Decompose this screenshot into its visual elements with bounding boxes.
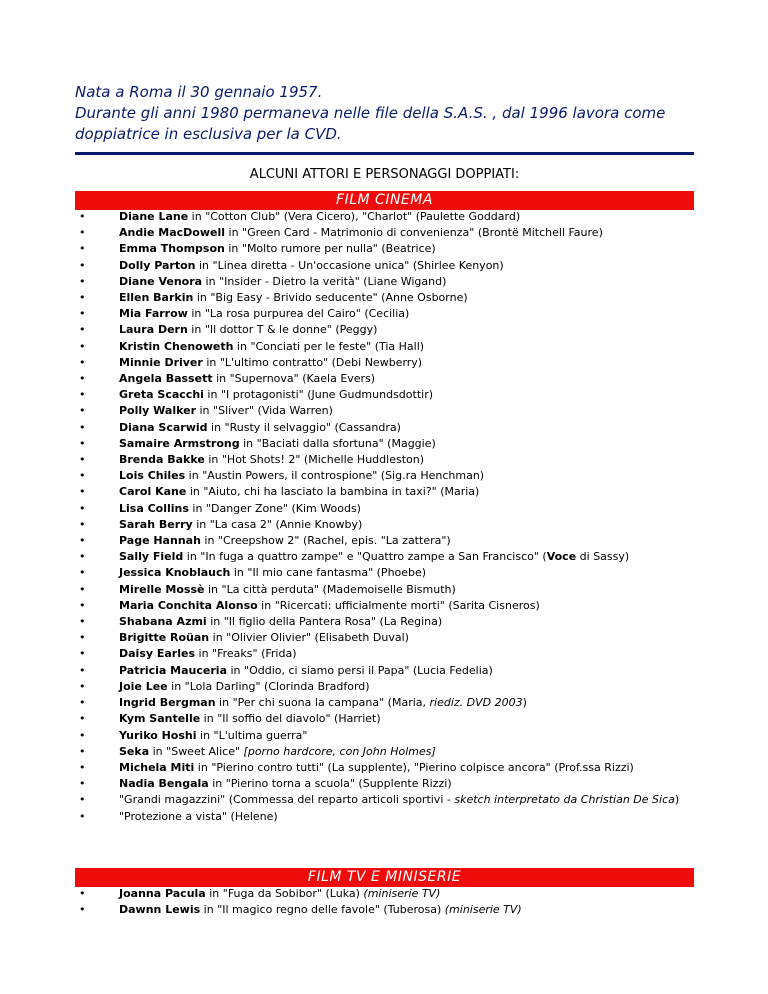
bullet-icon: • [79,420,86,434]
actor-name: Emma Thompson [119,242,225,256]
list-item [75,225,695,241]
intro-text [75,82,695,145]
bullet-icon: • [79,291,86,305]
bullet-icon: • [79,485,86,499]
list-item [75,711,695,727]
entry-note: [porno hardcore, con John Holmes] [243,744,436,758]
actor-name: Page Hannah [119,534,201,548]
list-item [75,886,695,902]
entry-text: "Protezione a vista" (Helene) [119,809,278,823]
actor-name: Ellen Barkin [119,291,194,305]
bullet-icon: • [79,242,86,256]
list-item [75,517,695,533]
actor-name: Greta Scacchi [119,388,204,402]
bullet-icon: • [79,647,86,661]
entry-text: in "Lola Darling" (Clorinda Bradford) [167,679,370,693]
intro-line-2: Durante gli anni 1980 permaneva nelle file della S.A.S. , dal 1996 lavora come [75,104,666,122]
intro-line-1: Nata a Roma il 30 gennaio 1957. [75,83,323,101]
actor-name: Seka [119,744,150,758]
film-tv-list [75,886,695,918]
bullet-icon: • [79,663,86,677]
bullet-icon: • [79,210,86,223]
entry-text: in "Hot Shots! 2" (Michelle Huddleston) [204,453,424,467]
actor-name: Angela Bassett [119,372,213,386]
list-item [75,582,695,598]
bullet-icon: • [79,598,86,612]
list-item [75,274,695,290]
actor-name: Daisy Earles [119,647,196,661]
entry-text: in "Big Easy - Brivido seducente" (Anne Osborne) [193,291,468,305]
actor-name: Mia Farrow [119,307,188,321]
list-item [75,484,695,500]
bullet-icon: • [79,404,86,418]
bullet-icon: • [79,582,86,596]
entry-text: in "Green Card - Matrimonio di convenienza" (Brontë Mitchell Faure) [225,226,603,240]
bullet-icon: • [79,534,86,548]
entry-text: "Grandi magazzini" (Commessa del reparto articoli sportivi - [119,793,455,807]
entry-text: in "Sliver" (Vida Warren) [196,404,333,418]
list-item [75,744,695,760]
entry-text: in "Insider - Dietro la verità" (Liane Wigand) [202,274,447,288]
actor-name: Sarah Berry [119,517,193,531]
entry-text: in "Il mio cane fantasma" (Phoebe) [230,566,427,580]
entry-text: in "Per chi suona la campana" (Maria, [215,696,430,710]
actor-name: Samaire Armstrong [119,436,240,450]
section-heading: ALCUNI ATTORI E PERSONAGGI DOPPIATI: [249,167,520,182]
bullet-icon: • [79,712,86,726]
entry-text: in "Danger Zone" (Kim Woods) [188,501,361,515]
entry-text: in "Cotton Club" (Vera Cicero), "Charlot" (Paulette Goddard) [188,210,521,223]
list-item [75,501,695,517]
entry-text-end: ) [674,793,680,807]
list-item [75,322,695,338]
list-item [75,452,695,468]
list-item [75,663,695,679]
bullet-icon: • [79,469,86,483]
bullet-icon: • [79,501,86,515]
bullet-icon: • [79,226,86,240]
list-item [75,403,695,419]
bullet-icon: • [79,355,86,369]
actor-name: Lisa Collins [119,501,189,515]
actor-name: Lois Chiles [119,469,186,483]
actor-name: Kristin Chenoweth [119,339,234,353]
actor-name: Andie MacDowell [119,226,226,240]
actor-name: Polly Walker [119,404,196,418]
entry-text: in "Il dottor T & le donne" (Peggy) [187,323,378,337]
horizontal-rule [75,152,694,155]
entry-text: in "Il magico regno delle favole" (Tuberosa) [200,903,445,917]
entry-text: in "La casa 2" (Annie Knowby) [192,517,363,531]
entry-text: in "L'ultimo contratto" (Debi Newberry) [202,355,423,369]
bullet-icon: • [79,809,86,823]
entry-text: in "Austin Powers, il controspione" (Sig.ra Henchman) [185,469,485,483]
entry-text: in "Conciati per le feste" (Tia Hall) [233,339,425,353]
bullet-icon: • [79,760,86,774]
entry-text: in "Fuga da Sobibor" (Luka) [205,887,364,900]
entry-text: in "Olivier Olivier" (Elisabeth Duval) [209,631,409,645]
list-item [75,549,695,565]
entry-text: in "Il figlio della Pantera Rosa" (La Regina) [206,615,443,629]
entry-text: in "Freaks" (Frida) [195,647,297,661]
section-title-film-tv: FILM TV E MINISERIE [75,868,694,887]
bullet-icon: • [79,453,86,467]
list-item [75,760,695,776]
bullet-icon: • [79,728,86,742]
list-item [75,679,695,695]
list-item [75,436,695,452]
actor-name: Jessica Knoblauch [119,566,231,580]
bullet-icon: • [79,274,86,288]
list-item [75,902,695,918]
list-item [75,646,695,662]
list-item [75,728,695,744]
bullet-icon: • [79,631,86,645]
actor-name: Brenda Bakke [119,453,205,467]
entry-note: sketch interpretato da Christian De Sica [454,793,675,807]
bullet-icon: • [79,372,86,386]
bullet-icon: • [79,436,86,450]
entry-note: riediz. DVD 2003 [429,696,523,710]
bullet-icon: • [79,903,86,917]
actor-name: Mirelle Mossè [119,582,205,596]
actor-name: Dolly Parton [119,258,196,272]
list-item [75,241,695,257]
entry-note: (miniserie TV) [444,903,522,917]
list-item [75,565,695,581]
actor-name: Laura Dern [119,323,188,337]
actor-name: Kym Santelle [119,712,201,726]
actor-name: Shabana Azmi [119,615,207,629]
entry-text: in "Pierino contro tutti" (La supplente), "Pierino colpisce ancora" (Prof.ssa Rizzi) [194,760,634,774]
actor-name: Brigitte Roüan [119,631,210,645]
actor-name: Nadia Bengala [119,777,209,791]
list-item [75,420,695,436]
actor-name: Minnie Driver [119,355,203,369]
entry-text: in "Creepshow 2" (Rachel, epis. "La zattera") [200,534,451,548]
entry-text: in "I protagonisti" (June Gudmundsdottir) [203,388,434,402]
list-item [75,306,695,322]
actor-name: Joie Lee [119,679,168,693]
actor-name: Diane Venora [119,274,203,288]
list-item [75,614,695,630]
bullet-icon: • [79,887,86,900]
list-item [75,468,695,484]
list-item [75,776,695,792]
actor-name: Yuriko Hoshi [119,728,197,742]
actor-name: Diane Lane [119,210,189,223]
actor-name: Patricia Mauceria [119,663,227,677]
list-item [75,809,695,825]
entry-text: in "Il soffio del diavolo" (Harriet) [200,712,381,726]
entry-text: in "Molto rumore per nulla" (Beatrice) [224,242,436,256]
entry-text: in "Aiuto, chi ha lasciato la bambina in taxi?" (Maria) [186,485,480,499]
section-title-film-cinema: FILM CINEMA [75,191,694,210]
bullet-icon: • [79,679,86,693]
actor-name: Diana Scarwid [119,420,208,434]
list-item [75,792,695,808]
list-item [75,209,695,225]
bullet-icon: • [79,777,86,791]
actor-name: Sally Field [119,550,184,564]
list-item [75,630,695,646]
entry-note: (miniserie TV) [363,887,441,900]
bullet-icon: • [79,744,86,758]
bullet-icon: • [79,517,86,531]
entry-text: in "Pierino torna a scuola" (Supplente Rizzi) [208,777,452,791]
entry-text: in "Oddio, ci siamo persi il Papa" (Lucia Fedelia) [227,663,493,677]
entry-text: in "Baciati dalla sfortuna" (Maggie) [239,436,436,450]
list-item [75,355,695,371]
bullet-icon: • [79,793,86,807]
entry-text: in "La rosa purpurea del Cairo" (Cecilia) [187,307,410,321]
actor-name: Michela Miti [119,760,195,774]
entry-text-end: di Sassy) [576,550,630,564]
bullet-icon: • [79,339,86,353]
entry-text: in "Sweet Alice" [149,744,244,758]
entry-text: in "In fuga a quattro zampe" e "Quattro zampe a San Francisco" ( [183,550,547,564]
intro-line-3: doppiatrice in esclusiva per la CVD. [75,125,342,143]
bullet-icon: • [79,258,86,272]
list-item [75,371,695,387]
bullet-icon: • [79,696,86,710]
bullet-icon: • [79,615,86,629]
bullet-icon: • [79,566,86,580]
entry-text: in "Supernova" (Kaela Evers) [212,372,376,386]
list-item [75,258,695,274]
entry-text: in "Rusty il selvaggio" (Cassandra) [207,420,401,434]
entry-bold-text: Voce [546,550,577,564]
entry-text: in "Linea diretta - Un'occasione unica" (Shirlee Kenyon) [195,258,504,272]
bullet-icon: • [79,307,86,321]
entry-text-end: ) [522,696,527,710]
list-item [75,598,695,614]
list-item [75,695,695,711]
entry-text: in "Ricercati: ufficialmente morti" (Sarita Cisneros) [257,598,540,612]
list-item [75,339,695,355]
bullet-icon: • [79,388,86,402]
actor-name: Joanna Pacula [119,887,206,900]
actor-name: Carol Kane [119,485,187,499]
bullet-icon: • [79,550,86,564]
actor-name: Maria Conchita Alonso [119,598,258,612]
actor-name: Dawnn Lewis [119,903,201,917]
bullet-icon: • [79,323,86,337]
film-cinema-list [75,209,695,825]
actor-name: Ingrid Bergman [119,696,216,710]
list-item [75,387,695,403]
entry-text: in "La città perduta" (Mademoiselle Bismuth) [204,582,456,596]
entry-text: in "L'ultima guerra" [196,728,308,742]
list-item [75,290,695,306]
list-item [75,533,695,549]
